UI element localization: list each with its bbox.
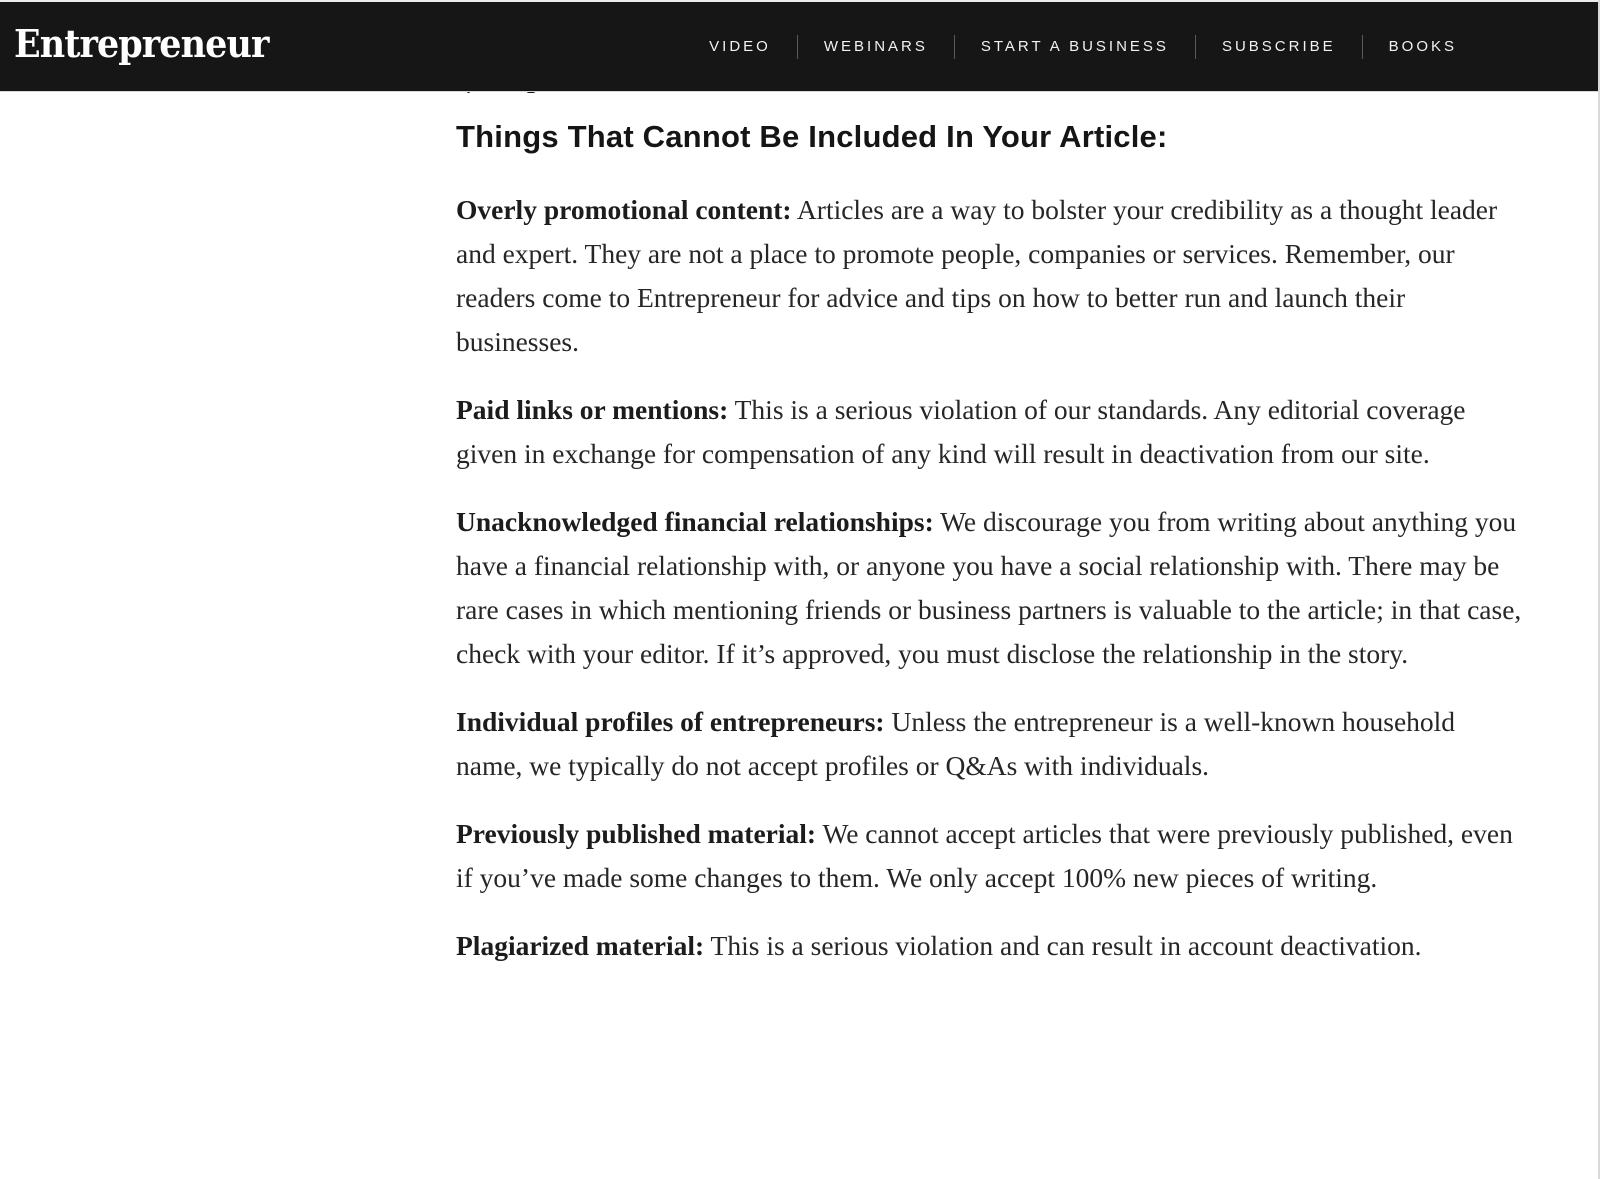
guideline-plagiarized <box>456 924 1528 968</box>
guideline-body: This is a serious violation of our standards. Any editorial coverage given in exchange for compensation of any kind will result in deactivation from our site. <box>456 394 1466 469</box>
guideline-body: Unless the entrepreneur is a well-known household name, we typically do not accept profiles or Q&As with individuals. <box>456 706 1456 781</box>
guideline-lead: Plagiarized material: <box>456 930 705 961</box>
nav-item-start-a-business[interactable]: START A BUSINESS <box>980 38 1169 55</box>
guideline-paid-links <box>456 388 1528 476</box>
guideline-body: We discourage you from writing about anything you have a financial relationship with, or anyone you have a social relationship with. There may be rare cases in which mentioning friends or business partners is valuable to the article; in that case, check with your editor. If it’s approved, you must disclose the relationship in the story. <box>456 506 1522 669</box>
nav-separator <box>954 35 955 59</box>
nav-item-webinars[interactable]: WEBINARS <box>823 38 928 55</box>
nav-separator <box>1362 35 1363 59</box>
guideline-body: This is a serious violation and can result in account deactivation. <box>704 930 1422 961</box>
guideline-individual-profiles <box>456 700 1528 788</box>
guideline-body: Articles are a way to bolster your credibility as a thought leader and expert. They are not a place to promote people, companies or services. Remember, our readers come to Entrepreneur for advice and tips on how to better run and launch their businesses. <box>456 194 1498 357</box>
guideline-lead: Previously published material: <box>456 818 817 849</box>
guideline-lead: Individual profiles of entrepreneurs: <box>456 706 885 737</box>
guideline-financial-relationships <box>456 500 1528 676</box>
site-header <box>0 0 1600 92</box>
guideline-lead: Paid links or mentions: <box>456 394 729 425</box>
guideline-overly-promotional <box>456 188 1528 364</box>
entrepreneur-logo[interactable]: Entrepreneur <box>14 20 269 66</box>
guideline-body: We cannot accept articles that were previously published, even if you’ve made some changes to them. We only accept 100% new pieces of writing. <box>456 818 1513 893</box>
nav-item-books[interactable]: BOOKS <box>1388 38 1457 55</box>
nav-separator <box>797 35 798 59</box>
article-content <box>456 92 1528 992</box>
guideline-previously-published <box>456 812 1528 900</box>
section-heading: Things That Cannot Be Included In Your Article: <box>456 119 1168 154</box>
guideline-lead: Unacknowledged financial relationships: <box>456 506 934 537</box>
guideline-lead: Overly promotional content: <box>456 194 792 225</box>
nav-item-subscribe[interactable]: SUBSCRIBE <box>1221 38 1336 55</box>
main-nav <box>709 35 1457 59</box>
nav-separator <box>1195 35 1196 59</box>
nav-item-video[interactable]: VIDEO <box>709 38 771 55</box>
